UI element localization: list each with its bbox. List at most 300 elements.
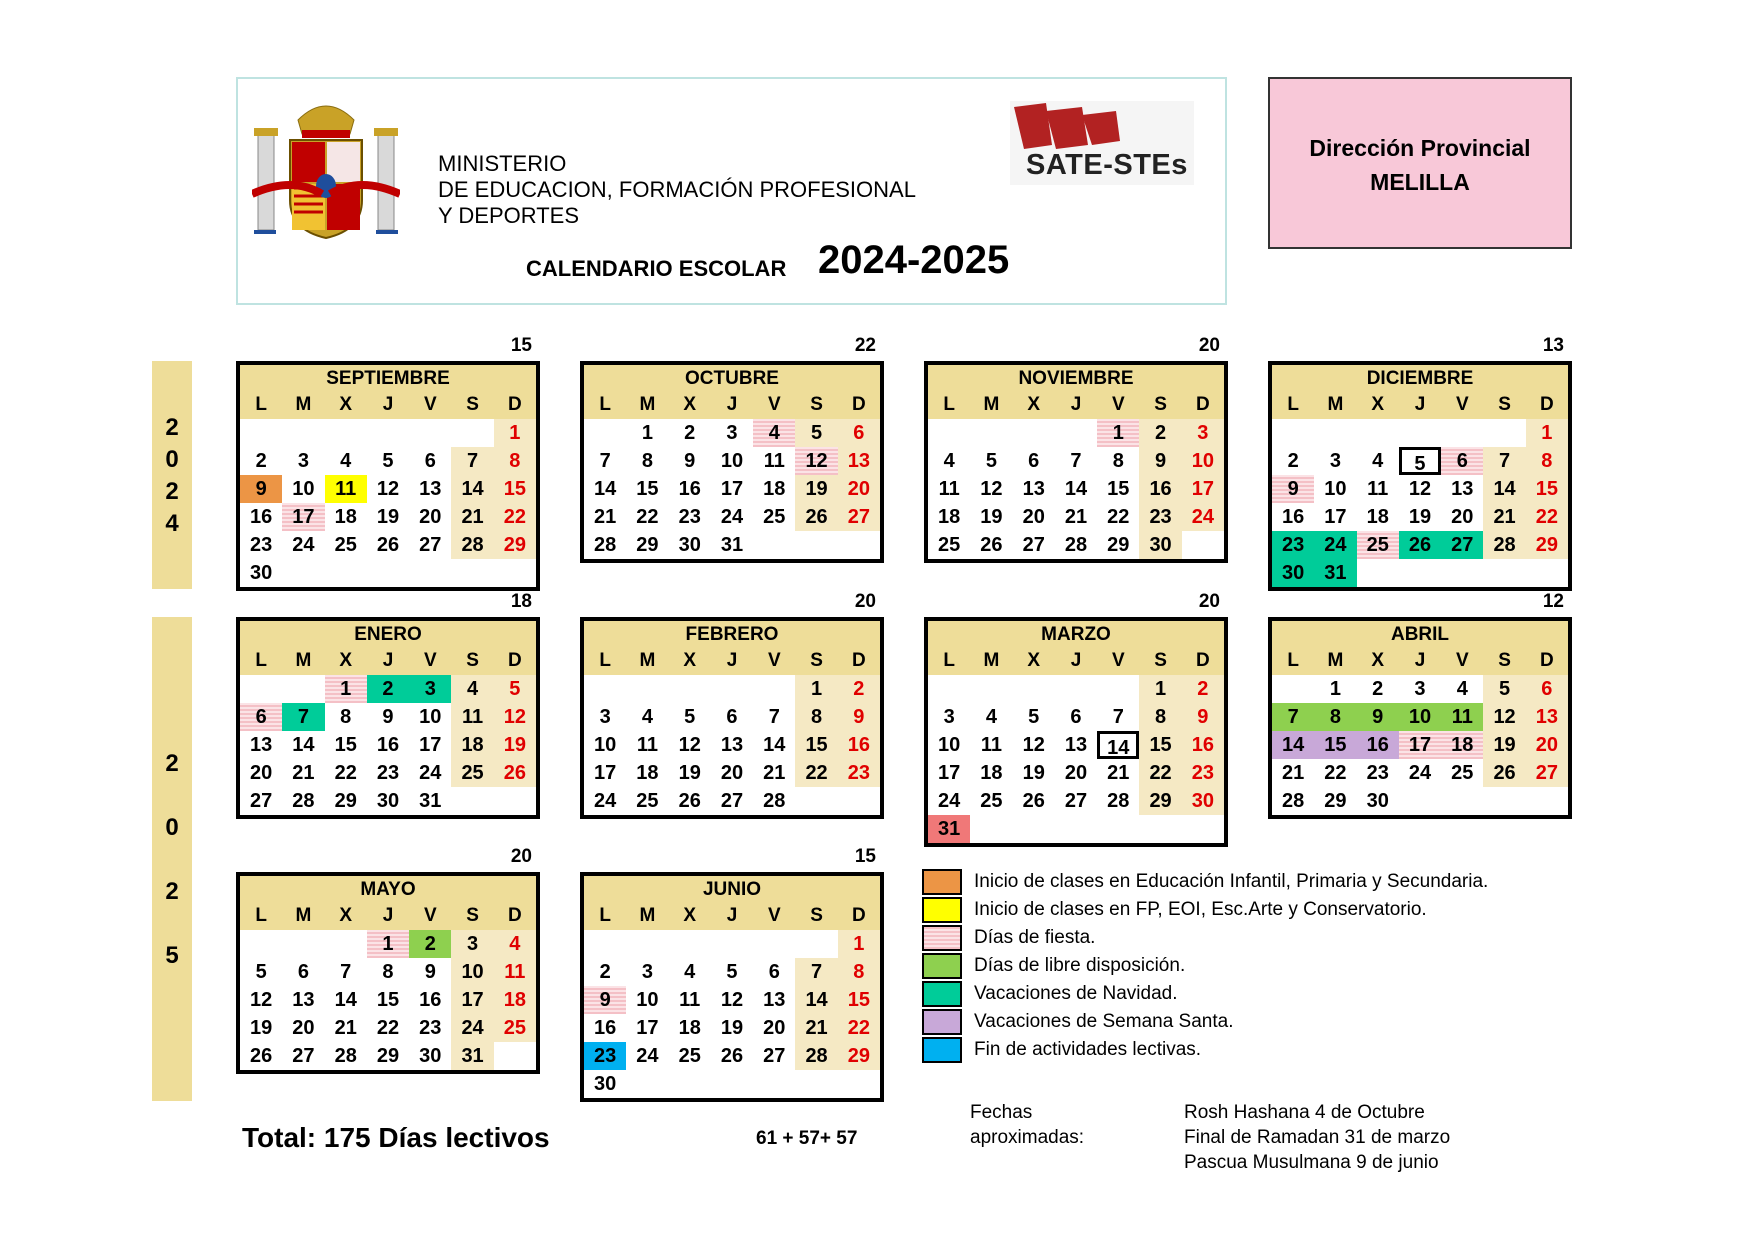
day-cell: 22 bbox=[1139, 759, 1181, 787]
empty-cell bbox=[1272, 419, 1314, 447]
weekday-header: V bbox=[1097, 647, 1139, 675]
day-cell: 18 bbox=[980, 762, 1003, 784]
day-cell: 11 bbox=[451, 703, 493, 731]
day-cell: 29 bbox=[1139, 787, 1181, 815]
lective-days-count: 15 bbox=[854, 846, 876, 867]
day-cell: 6 bbox=[297, 961, 309, 983]
day-cell: 5 bbox=[684, 706, 696, 728]
year-bar-2025 bbox=[152, 617, 192, 1101]
day-cell: 29 bbox=[1107, 534, 1130, 556]
weekday-header: M bbox=[282, 647, 324, 675]
weekday-header: V bbox=[1097, 391, 1139, 419]
day-cell: 19 bbox=[795, 475, 837, 503]
day-cell: 9 bbox=[584, 986, 626, 1014]
day-cell: 23 bbox=[376, 762, 400, 784]
empty-cell bbox=[1055, 815, 1097, 843]
empty-cell bbox=[753, 531, 795, 559]
day-cell: 25 bbox=[980, 790, 1003, 812]
day-cell: 20 bbox=[1526, 731, 1568, 759]
empty-cell bbox=[1182, 531, 1224, 559]
day-cell: 22 bbox=[795, 759, 837, 787]
empty-cell bbox=[1483, 559, 1525, 587]
day-cell: 1 bbox=[367, 930, 409, 958]
day-cell: 16 bbox=[250, 506, 273, 528]
day-cell: 29 bbox=[636, 534, 659, 556]
day-cell: 13 bbox=[1022, 478, 1045, 500]
weekday-header: X bbox=[1357, 391, 1399, 419]
weekday-header: J bbox=[367, 391, 409, 419]
day-cell: 29 bbox=[334, 790, 357, 812]
day-cell: 12 bbox=[720, 989, 744, 1011]
day-cell: 24 bbox=[451, 1014, 493, 1042]
day-cell: 1 bbox=[325, 675, 367, 703]
day-cell: 16 bbox=[1182, 731, 1224, 759]
empty-cell bbox=[1272, 675, 1314, 703]
empty-cell bbox=[240, 930, 282, 958]
approx-date: Final de Ramadan 31 de marzo bbox=[1184, 1127, 1451, 1148]
day-cell: 27 bbox=[1064, 790, 1088, 812]
empty-cell bbox=[1399, 787, 1441, 815]
weekday-header: X bbox=[669, 647, 711, 675]
legend-label: Fin de actividades lectivas. bbox=[974, 1039, 1202, 1060]
day-cell: 9 bbox=[424, 961, 436, 983]
empty-cell bbox=[626, 675, 668, 703]
day-cell: 10 bbox=[636, 989, 659, 1011]
month-noviembre bbox=[924, 361, 1228, 563]
day-cell: 27 bbox=[1441, 531, 1483, 559]
day-cell: 12 bbox=[678, 734, 701, 756]
day-cell: 21 bbox=[334, 1017, 357, 1039]
day-cell: 30 bbox=[1182, 787, 1224, 815]
weekday-header: S bbox=[451, 391, 493, 419]
day-cell: 18 bbox=[1441, 731, 1483, 759]
weekday-header: M bbox=[1314, 647, 1356, 675]
legend-swatch bbox=[922, 1037, 962, 1063]
day-cell: 5 bbox=[1483, 675, 1525, 703]
day-cell: 19 bbox=[1483, 731, 1525, 759]
day-cell: 7 bbox=[599, 450, 611, 472]
day-cell: 28 bbox=[334, 1045, 357, 1067]
weekday-header: V bbox=[409, 902, 451, 930]
day-cell: 4 bbox=[451, 675, 493, 703]
day-cell: 14 bbox=[1272, 731, 1314, 759]
day-cell: 26 bbox=[1022, 790, 1045, 812]
day-cell: 22 bbox=[1526, 503, 1568, 531]
weekday-header: D bbox=[1182, 391, 1224, 419]
day-cell: 24 bbox=[1314, 531, 1356, 559]
empty-cell bbox=[838, 531, 880, 559]
empty-cell bbox=[1314, 419, 1356, 447]
day-cell: 25 bbox=[1357, 531, 1399, 559]
calendar-year: 2024-2025 bbox=[818, 238, 1010, 282]
weekday-header: L bbox=[584, 391, 626, 419]
empty-cell bbox=[711, 675, 753, 703]
legend-item bbox=[922, 980, 1488, 1008]
month-title: SEPTIEMBRE bbox=[240, 365, 536, 391]
month-grid bbox=[240, 391, 536, 587]
day-cell: 15 bbox=[334, 734, 357, 756]
day-cell: 30 bbox=[419, 1045, 442, 1067]
empty-cell bbox=[1097, 675, 1139, 703]
weekday-header: L bbox=[1272, 647, 1314, 675]
empty-cell bbox=[711, 1070, 753, 1098]
empty-cell bbox=[1483, 787, 1525, 815]
day-cell: 9 bbox=[240, 475, 282, 503]
ministry-name bbox=[438, 151, 916, 229]
day-cell: 27 bbox=[1022, 534, 1045, 556]
day-cell: 15 bbox=[838, 986, 880, 1014]
empty-cell bbox=[1483, 419, 1525, 447]
approx-date: Pascua Musulmana 9 de junio bbox=[1184, 1152, 1439, 1173]
day-cell: 28 bbox=[1107, 790, 1130, 812]
day-cell: 29 bbox=[376, 1045, 400, 1067]
day-cell: 7 bbox=[795, 958, 837, 986]
empty-cell bbox=[795, 930, 837, 958]
weekday-header: D bbox=[494, 391, 536, 419]
weekday-header: X bbox=[325, 902, 367, 930]
month-marzo bbox=[924, 617, 1228, 847]
day-cell: 8 bbox=[1139, 703, 1181, 731]
legend-swatch bbox=[922, 981, 962, 1007]
day-cell: 25 bbox=[451, 759, 493, 787]
day-cell: 18 bbox=[494, 986, 536, 1014]
day-cell: 24 bbox=[720, 506, 744, 528]
ministry-line: Y DEPORTES bbox=[438, 203, 580, 228]
day-cell: 21 bbox=[763, 762, 786, 784]
day-cell: 6 bbox=[424, 450, 436, 472]
month-grid bbox=[240, 902, 536, 1070]
day-cell: 25 bbox=[938, 534, 961, 556]
day-cell: 27 bbox=[720, 790, 744, 812]
day-cell: 22 bbox=[1324, 762, 1347, 784]
weekday-header: S bbox=[451, 902, 493, 930]
day-cell: 10 bbox=[720, 450, 744, 472]
trimester-sum: 61 + 57+ 57 bbox=[756, 1128, 858, 1149]
empty-cell bbox=[1139, 815, 1181, 843]
weekday-header: M bbox=[282, 391, 324, 419]
empty-cell bbox=[494, 787, 536, 815]
day-cell: 24 bbox=[938, 790, 961, 812]
day-cell: 31 bbox=[419, 790, 442, 812]
day-cell: 11 bbox=[679, 989, 701, 1011]
empty-cell bbox=[1441, 559, 1483, 587]
day-cell: 17 bbox=[282, 503, 324, 531]
day-cell: 26 bbox=[980, 534, 1003, 556]
empty-cell bbox=[451, 559, 493, 587]
weekday-header: X bbox=[325, 391, 367, 419]
day-cell: 21 bbox=[1064, 506, 1088, 528]
empty-cell bbox=[325, 559, 367, 587]
day-cell: 7 bbox=[282, 703, 324, 731]
weekday-header: D bbox=[494, 647, 536, 675]
day-cell: 18 bbox=[334, 506, 357, 528]
empty-cell bbox=[795, 787, 837, 815]
day-cell: 20 bbox=[250, 762, 273, 784]
direccion-line: Dirección Provincial bbox=[1309, 135, 1531, 161]
day-cell: 19 bbox=[376, 506, 400, 528]
day-cell: 27 bbox=[838, 503, 880, 531]
day-cell: 4 bbox=[494, 930, 536, 958]
day-cell: 21 bbox=[594, 506, 617, 528]
weekday-header: V bbox=[753, 902, 795, 930]
day-cell: 3 bbox=[726, 422, 738, 444]
day-cell: 10 bbox=[451, 958, 493, 986]
weekday-header: S bbox=[795, 902, 837, 930]
weekday-header: S bbox=[1483, 391, 1525, 419]
empty-cell bbox=[838, 1070, 880, 1098]
day-cell: 27 bbox=[763, 1045, 786, 1067]
weekday-header: M bbox=[626, 391, 668, 419]
day-cell: 6 bbox=[726, 706, 738, 728]
day-cell: 16 bbox=[594, 1017, 617, 1039]
day-cell: 22 bbox=[334, 762, 357, 784]
day-cell: 16 bbox=[838, 731, 880, 759]
day-cell: 5 bbox=[494, 675, 536, 703]
legend-label: Inicio de clases en FP, EOI, Esc.Arte y Conservatorio. bbox=[974, 899, 1427, 920]
day-cell: 30 bbox=[594, 1073, 617, 1095]
day-cell: 9 bbox=[1182, 703, 1224, 731]
empty-cell bbox=[626, 930, 668, 958]
day-cell: 24 bbox=[292, 534, 315, 556]
day-cell: 21 bbox=[1282, 762, 1305, 784]
day-cell: 10 bbox=[1324, 478, 1347, 500]
weekday-header: M bbox=[626, 647, 668, 675]
day-cell: 19 bbox=[678, 762, 701, 784]
weekday-header: J bbox=[711, 391, 753, 419]
month-septiembre bbox=[236, 361, 540, 591]
day-cell: 28 bbox=[1064, 534, 1088, 556]
empty-cell bbox=[451, 419, 493, 447]
year-digit: 0 bbox=[165, 814, 179, 841]
day-cell: 26 bbox=[1483, 759, 1525, 787]
day-cell: 17 bbox=[1399, 731, 1441, 759]
empty-cell bbox=[282, 419, 324, 447]
legend-item bbox=[922, 924, 1488, 952]
day-cell: 14 bbox=[334, 989, 357, 1011]
day-cell: 12 bbox=[376, 478, 400, 500]
empty-cell bbox=[282, 675, 324, 703]
day-cell: 10 bbox=[1182, 447, 1224, 475]
day-cell: 12 bbox=[250, 989, 273, 1011]
day-cell: 8 bbox=[1112, 450, 1124, 472]
day-cell: 16 bbox=[1282, 506, 1305, 528]
day-cell: 1 bbox=[1097, 419, 1139, 447]
day-cell: 17 bbox=[1324, 506, 1347, 528]
day-cell: 8 bbox=[795, 703, 837, 731]
ministry-line: MINISTERIO bbox=[438, 151, 567, 176]
weekday-header: L bbox=[1272, 391, 1314, 419]
day-cell: 6 bbox=[1441, 447, 1483, 475]
day-cell: 17 bbox=[938, 762, 961, 784]
legend-label: Inicio de clases en Educación Infantil, Primaria y Secundaria. bbox=[974, 871, 1489, 892]
day-cell: 17 bbox=[419, 734, 442, 756]
day-cell: 14 bbox=[795, 986, 837, 1014]
day-cell: 10 bbox=[938, 734, 961, 756]
month-octubre bbox=[580, 361, 884, 563]
weekday-header: L bbox=[928, 647, 970, 675]
weekday-header: D bbox=[494, 902, 536, 930]
day-cell: 11 bbox=[325, 475, 367, 503]
day-cell: 30 bbox=[376, 790, 400, 812]
empty-cell bbox=[970, 815, 1012, 843]
day-cell: 3 bbox=[409, 675, 451, 703]
weekday-header: L bbox=[240, 391, 282, 419]
day-cell: 20 bbox=[1064, 762, 1088, 784]
day-cell: 14 bbox=[1483, 475, 1525, 503]
empty-cell bbox=[1013, 419, 1055, 447]
day-cell: 2 bbox=[838, 675, 880, 703]
lective-days-count: 20 bbox=[854, 591, 876, 612]
day-cell: 1 bbox=[1329, 678, 1341, 700]
empty-cell bbox=[1013, 675, 1055, 703]
empty-cell bbox=[1357, 559, 1399, 587]
day-cell: 1 bbox=[1526, 419, 1568, 447]
empty-cell bbox=[970, 675, 1012, 703]
day-cell: 2 bbox=[1139, 419, 1181, 447]
day-cell: 17 bbox=[594, 762, 617, 784]
day-cell: 8 bbox=[838, 958, 880, 986]
empty-cell bbox=[1526, 787, 1568, 815]
weekday-header: J bbox=[1055, 391, 1097, 419]
legend-swatch bbox=[922, 897, 962, 923]
legend-item bbox=[922, 952, 1488, 980]
day-cell: 5 bbox=[382, 450, 394, 472]
day-cell: 26 bbox=[678, 790, 701, 812]
weekday-header: S bbox=[795, 391, 837, 419]
day-cell: 20 bbox=[292, 1017, 315, 1039]
day-cell: 8 bbox=[382, 961, 394, 983]
empty-cell bbox=[669, 675, 711, 703]
weekday-header: J bbox=[367, 647, 409, 675]
day-cell: 15 bbox=[1139, 731, 1181, 759]
empty-cell bbox=[584, 419, 626, 447]
day-cell: 2 bbox=[409, 930, 451, 958]
day-cell: 25 bbox=[636, 790, 659, 812]
day-cell: 30 bbox=[250, 562, 273, 584]
day-cell: 11 bbox=[980, 734, 1002, 756]
empty-cell bbox=[795, 531, 837, 559]
day-cell: 18 bbox=[636, 762, 659, 784]
day-cell: 25 bbox=[494, 1014, 536, 1042]
day-cell: 22 bbox=[376, 1017, 400, 1039]
day-cell: 6 bbox=[1070, 706, 1082, 728]
empty-cell bbox=[1441, 787, 1483, 815]
day-cell: 31 bbox=[451, 1042, 493, 1070]
day-cell: 22 bbox=[1107, 506, 1130, 528]
day-cell: 3 bbox=[451, 930, 493, 958]
empty-cell bbox=[753, 930, 795, 958]
weekday-header: V bbox=[409, 391, 451, 419]
legend bbox=[922, 868, 1488, 1064]
day-cell: 12 bbox=[494, 703, 536, 731]
day-cell: 7 bbox=[768, 706, 780, 728]
day-cell: 2 bbox=[1287, 450, 1299, 472]
day-cell: 19 bbox=[494, 731, 536, 759]
weekday-header: M bbox=[282, 902, 324, 930]
day-cell: 7 bbox=[1483, 447, 1525, 475]
day-cell: 20 bbox=[720, 762, 744, 784]
lective-days-count: 20 bbox=[1198, 335, 1220, 356]
weekday-header: J bbox=[367, 902, 409, 930]
month-grid bbox=[1272, 391, 1568, 587]
empty-cell bbox=[626, 1070, 668, 1098]
weekday-header: X bbox=[669, 902, 711, 930]
coat-of-arms-icon bbox=[252, 90, 400, 242]
weekday-header: M bbox=[970, 647, 1012, 675]
day-cell: 3 bbox=[1414, 678, 1426, 700]
day-cell: 31 bbox=[720, 534, 744, 556]
day-cell: 5 bbox=[1399, 447, 1441, 475]
weekday-header: X bbox=[1357, 647, 1399, 675]
day-cell: 20 bbox=[763, 1017, 786, 1039]
day-cell: 4 bbox=[943, 450, 955, 472]
month-title: JUNIO bbox=[584, 876, 880, 902]
empty-cell bbox=[928, 675, 970, 703]
flag-logo-icon bbox=[1012, 101, 1122, 151]
day-cell: 30 bbox=[678, 534, 701, 556]
logo-text: SATE-STEs bbox=[1026, 149, 1188, 181]
empty-cell bbox=[240, 419, 282, 447]
day-cell: 5 bbox=[985, 450, 997, 472]
day-cell: 14 bbox=[1097, 731, 1139, 759]
legend-swatch bbox=[922, 869, 962, 895]
day-cell: 13 bbox=[763, 989, 786, 1011]
day-cell: 4 bbox=[641, 706, 653, 728]
day-cell: 23 bbox=[1366, 762, 1389, 784]
day-cell: 3 bbox=[297, 450, 309, 472]
day-cell: 9 bbox=[1139, 447, 1181, 475]
empty-cell bbox=[753, 675, 795, 703]
month-title: DICIEMBRE bbox=[1272, 365, 1568, 391]
day-cell: 22 bbox=[838, 1014, 880, 1042]
day-cell: 7 bbox=[1070, 450, 1082, 472]
day-cell: 29 bbox=[494, 531, 536, 559]
day-cell: 5 bbox=[1028, 706, 1040, 728]
weekday-header: J bbox=[711, 647, 753, 675]
empty-cell bbox=[1441, 419, 1483, 447]
day-cell: 31 bbox=[928, 815, 970, 843]
day-cell: 18 bbox=[763, 478, 786, 500]
empty-cell bbox=[1526, 559, 1568, 587]
day-cell: 24 bbox=[636, 1045, 659, 1067]
day-cell: 25 bbox=[1451, 762, 1474, 784]
day-cell: 16 bbox=[1139, 475, 1181, 503]
day-cell: 30 bbox=[1139, 531, 1181, 559]
year-digit: 0 bbox=[165, 446, 179, 473]
month-title: ABRIL bbox=[1272, 621, 1568, 647]
day-cell: 23 bbox=[584, 1042, 626, 1070]
day-cell: 9 bbox=[382, 706, 394, 728]
day-cell: 3 bbox=[1329, 450, 1341, 472]
empty-cell bbox=[1399, 559, 1441, 587]
day-cell: 6 bbox=[1028, 450, 1040, 472]
weekday-header: J bbox=[1399, 391, 1441, 419]
weekday-header: S bbox=[1139, 391, 1181, 419]
weekday-header: M bbox=[970, 391, 1012, 419]
day-cell: 13 bbox=[250, 734, 273, 756]
month-title: MAYO bbox=[240, 876, 536, 902]
day-cell: 7 bbox=[340, 961, 352, 983]
empty-cell bbox=[1357, 419, 1399, 447]
day-cell: 15 bbox=[1526, 475, 1568, 503]
day-cell: 28 bbox=[1483, 531, 1525, 559]
day-cell: 13 bbox=[838, 447, 880, 475]
empty-cell bbox=[795, 1070, 837, 1098]
day-cell: 31 bbox=[1314, 559, 1356, 587]
day-cell: 6 bbox=[768, 961, 780, 983]
legend-item bbox=[922, 1036, 1488, 1064]
day-cell: 13 bbox=[1064, 734, 1088, 756]
